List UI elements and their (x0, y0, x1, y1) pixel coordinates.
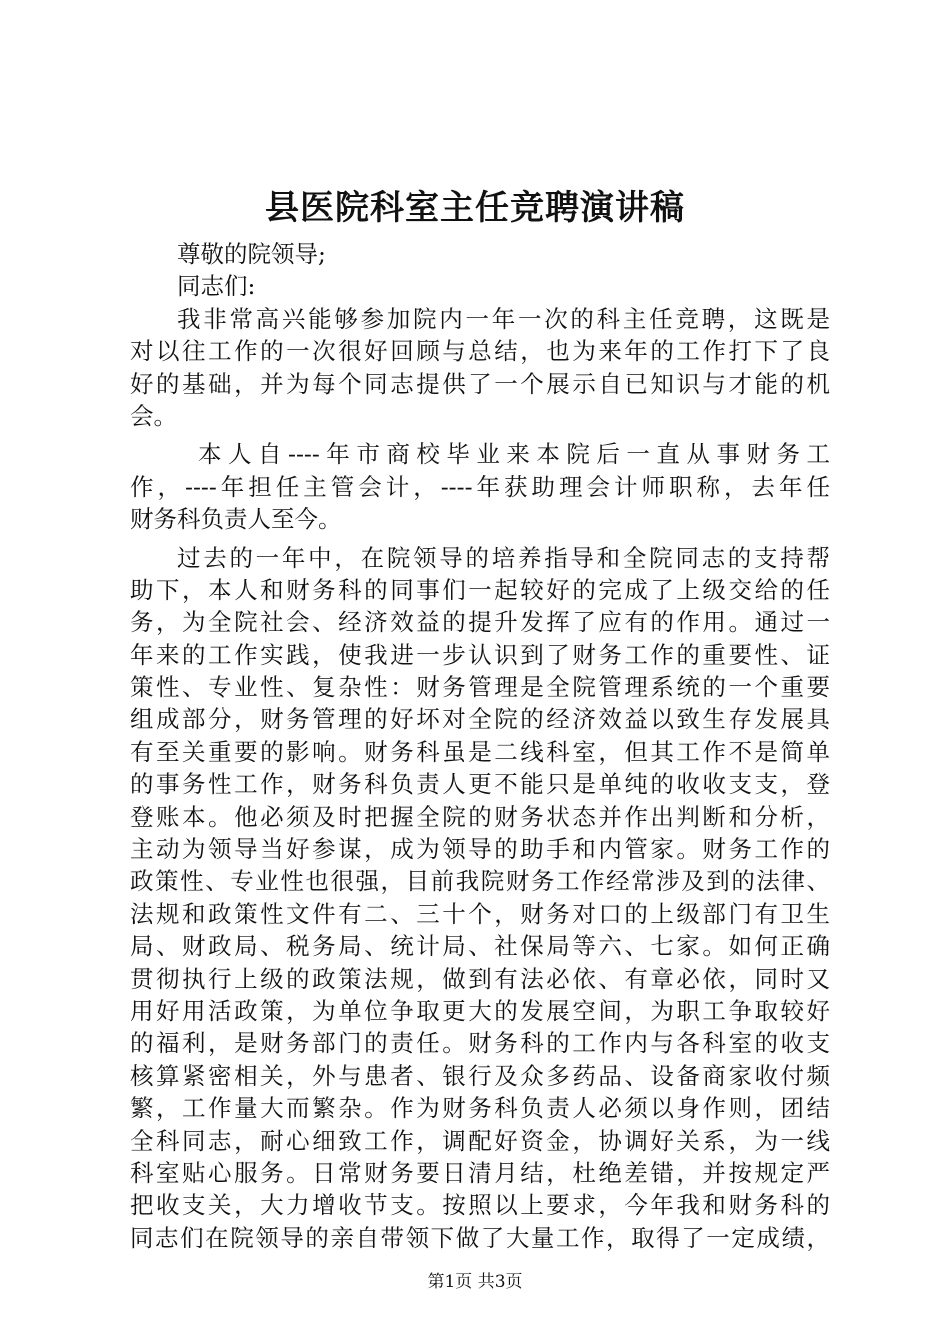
paragraph-line: 好的基础，并为每个同志提供了一个展示自已知识与才能的机 (130, 369, 830, 398)
paragraph-line: 核算紧密相关，外与患者、银行及众多药品、设备商家收付频 (130, 1061, 830, 1090)
paragraph-line: 主动为领导当好参谋，成为领导的助手和内管家。财务工作的 (130, 835, 830, 864)
paragraph-line: 法规和政策性文件有二、三十个，财务对口的上级部门有卫生 (130, 899, 830, 928)
paragraph-line: 作，----年担任主管会计，----年获助理会计师职称，去年任 (130, 472, 830, 501)
paragraph-line: 务，为全院社会、经济效益的提升发挥了应有的作用。通过一 (130, 608, 830, 637)
paragraph-line: 繁，工作量大而繁杂。作为财务科负责人必须以身作则，团结 (130, 1094, 830, 1123)
paragraph-line: 贯彻执行上级的政策法规，做到有法必依、有章必依，同时又 (130, 964, 830, 993)
paragraph-line: 把收支关，大力增收节支。按照以上要求，今年我和财务科的 (130, 1191, 830, 1220)
paragraph-line: 登账本。他必须及时把握全院的财务状态并作出判断和分析， (130, 802, 830, 831)
paragraph-line: 年来的工作实践，使我进一步认识到了财务工作的重要性、证 (130, 640, 830, 669)
page-title: 县医院科室主任竞聘演讲稿 (265, 188, 685, 228)
paragraph-line: 科室贴心服务。日常财务要日清月结，杜绝差错，并按规定严 (130, 1158, 830, 1187)
paragraph-line: 组成部分，财务管理的好坏对全院的经济效益以致生存发展具 (130, 705, 830, 734)
paragraph-line: 有至关重要的影响。财务科虽是二线科室，但其工作不是简单 (130, 737, 830, 766)
paragraph-line: 策性、专业性、复杂性：财务管理是全院管理系统的一个重要 (130, 673, 830, 702)
paragraph-work-review (130, 542, 830, 1255)
paragraph-line: 全科同志，耐心细致工作，调配好资金，协调好关系，为一线 (130, 1126, 830, 1155)
paragraph-line: 本人自----年市商校毕业来本院后一直从事财务工 (198, 440, 830, 469)
paragraph-line: 助下，本人和财务科的同事们一起较好的完成了上级交给的任 (130, 575, 830, 604)
paragraph-background (130, 438, 830, 535)
salutation-comrades: 同志们: (177, 272, 256, 301)
paragraph-intro (130, 303, 830, 433)
paragraph-line: 用好用活政策，为单位争取更大的发展空间，为职工争取较好 (130, 996, 830, 1025)
paragraph-line: 同志们在院领导的亲自带领下做了大量工作，取得了一定成绩， (130, 1223, 830, 1252)
document-body (130, 238, 830, 1254)
paragraph-line: 对以往工作的一次很好回顾与总结，也为来年的工作打下了良 (130, 337, 830, 366)
paragraph-line: 过去的一年中，在院领导的培养指导和全院同志的支持帮 (177, 543, 830, 572)
page-footer: 第1页 共3页 (427, 1272, 523, 1292)
paragraph-line: 的福利，是财务部门的责任。财务科的工作内与各科室的收支 (130, 1029, 830, 1058)
paragraph-line: 财务科负责人至今。 (130, 505, 342, 534)
paragraph-line: 局、财政局、税务局、统计局、社保局等六、七家。如何正确 (130, 932, 830, 961)
salutation-leaders: 尊敬的院领导; (177, 240, 326, 268)
paragraph-line: 我非常高兴能够参加院内一年一次的科主任竞聘，这既是 (177, 304, 830, 333)
paragraph-line: 会。 (130, 401, 177, 430)
paragraph-line: 的事务性工作，财务科负责人更不能只是单纯的收收支支，登 (130, 770, 830, 799)
paragraph-line: 政策性、专业性也很强，目前我院财务工作经常涉及到的法律、 (130, 867, 830, 896)
